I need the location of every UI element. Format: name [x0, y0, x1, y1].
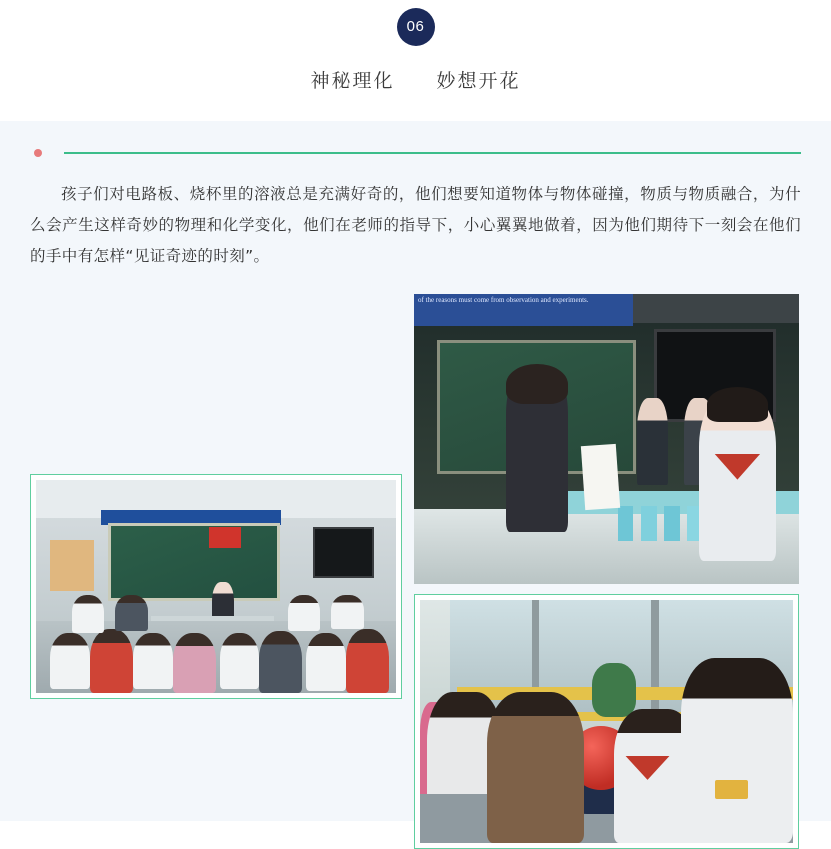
- lab-student-hair: [707, 387, 769, 422]
- lab-teacher-hair: [506, 364, 568, 405]
- room-student-5: [220, 633, 260, 688]
- lab-bottle-2: [641, 506, 656, 541]
- page-header: [0, 0, 831, 93]
- page-title-right: 妙想开花: [436, 70, 521, 92]
- lecture-room-photo-inner: [36, 480, 396, 693]
- room-blackboard: [108, 523, 280, 601]
- lab-scene: [414, 294, 799, 584]
- section-number-badge: 06: [397, 8, 435, 46]
- exp-student-4: [681, 658, 793, 843]
- lab-classroom-photo: [414, 294, 799, 584]
- exp-plant: [592, 663, 637, 716]
- divider-dot-icon: [34, 149, 42, 157]
- experiment-group-photo-inner: [420, 600, 793, 843]
- lecture-room-scene: [36, 480, 396, 693]
- room-flag-icon: [209, 527, 241, 548]
- exp-school-badge-icon: [715, 780, 749, 799]
- room-student-11: [288, 595, 320, 631]
- divider-line: [64, 152, 801, 154]
- room-student-3: [133, 633, 173, 688]
- lecture-room-photo: [30, 474, 402, 699]
- room-student-10: [115, 595, 147, 631]
- divider: [30, 143, 801, 157]
- room-student-7: [306, 633, 346, 691]
- experiment-scene: [420, 600, 793, 843]
- body-paragraph: 孩子们对电路板、烧杯里的溶液总是充满好奇的，他们想要知道物体与物体碰撞，物质与物质融合，为什么会产生这样奇妙的物理和化学变化，他们在老师的指导下，小心翼翼地做着，因为他们期待下一刻会在他们的手中有怎样“见证奇迹的时刻”。: [30, 185, 801, 265]
- room-student-1: [50, 633, 90, 688]
- lab-bottle-1: [618, 506, 633, 541]
- experiment-group-photo: [414, 594, 799, 849]
- room-student-4: [173, 633, 216, 693]
- room-student-9: [72, 595, 104, 633]
- lab-student-back-1: [637, 398, 668, 485]
- page-title: [0, 66, 831, 93]
- lab-classroom-photo-inner: [414, 294, 799, 584]
- lab-paper-sheet: [581, 444, 620, 510]
- photo-collage: [30, 294, 801, 724]
- room-student-12: [331, 595, 363, 629]
- lab-student-foreground: [699, 398, 776, 560]
- content-panel: [0, 121, 831, 821]
- room-student-6: [259, 631, 302, 693]
- exp-student-2: [487, 692, 584, 843]
- lab-banner-text: of the reasons must come from observation and experiments.: [414, 294, 633, 326]
- room-cabinet: [50, 540, 93, 591]
- room-tv-screen: [313, 527, 375, 578]
- room-student-8: [346, 629, 389, 693]
- lab-bottle-3: [664, 506, 679, 541]
- page-title-left: 神秘理化: [310, 70, 395, 92]
- room-student-2: [90, 629, 133, 693]
